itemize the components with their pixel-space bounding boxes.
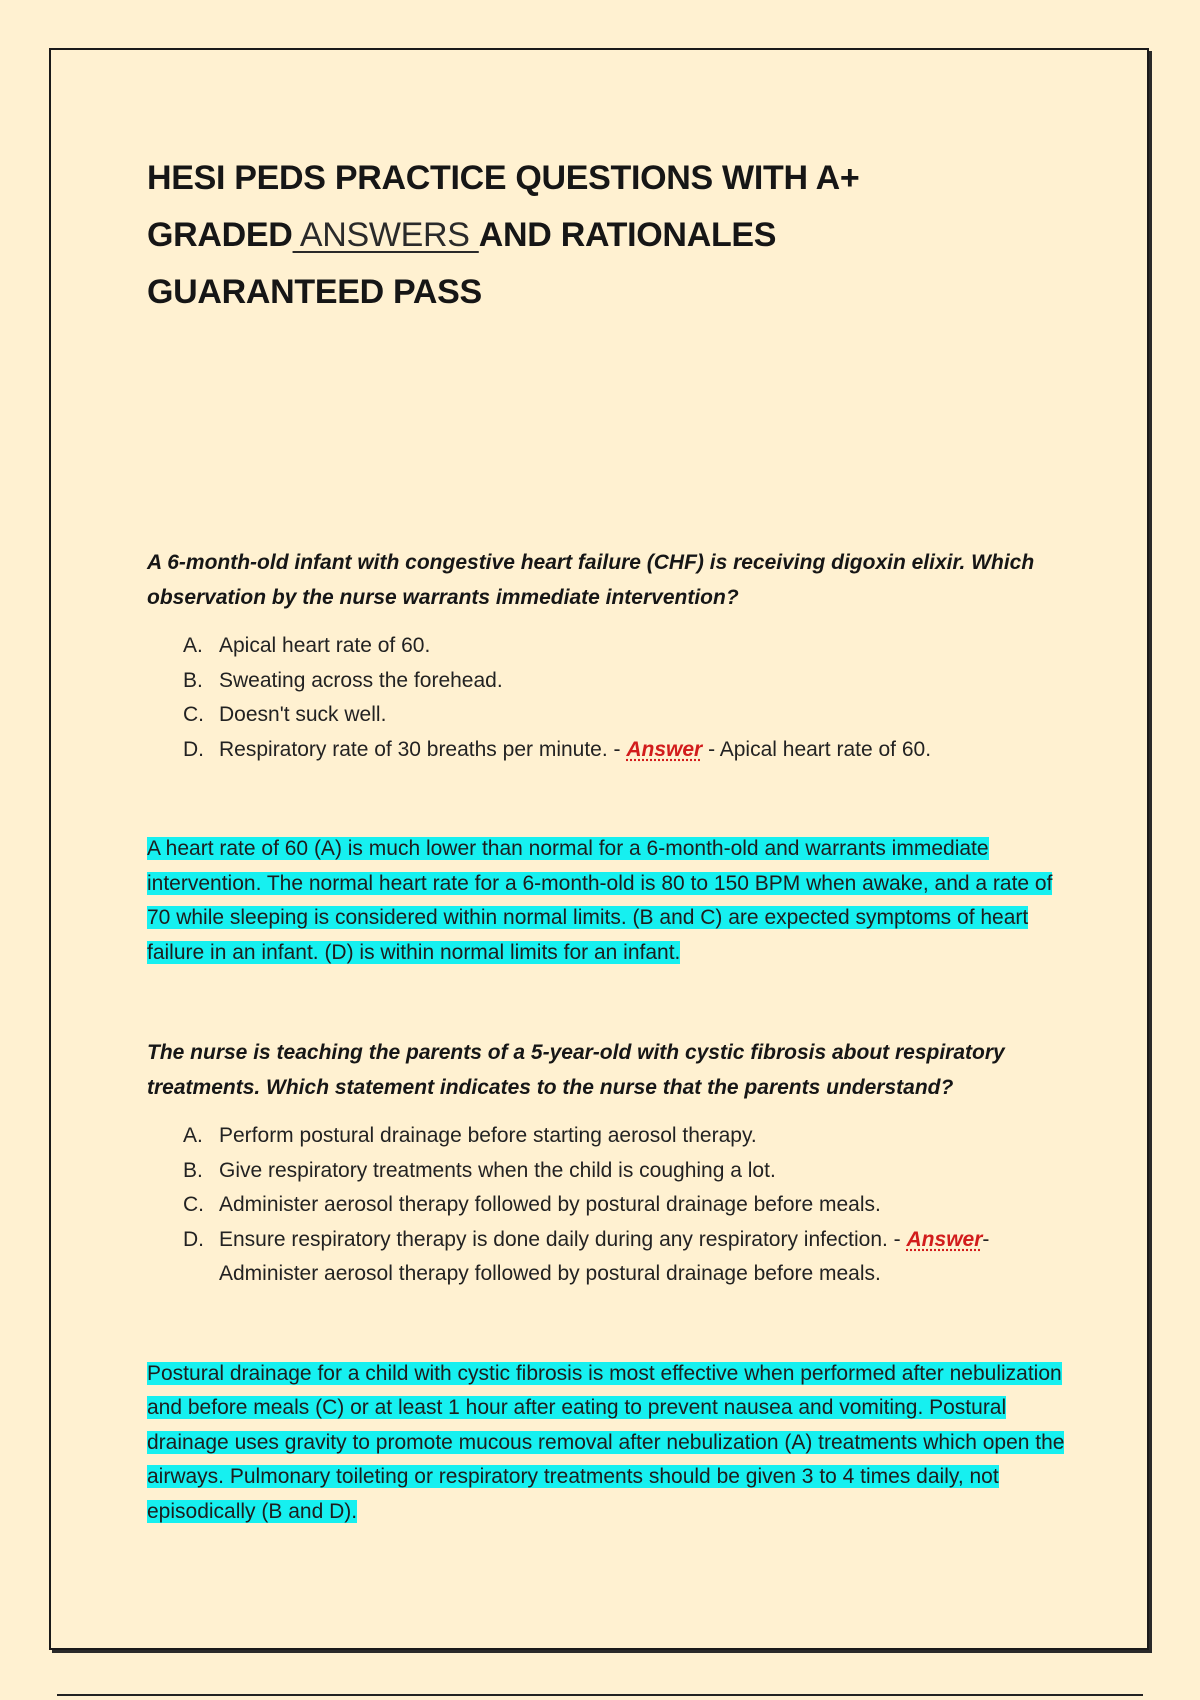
option-item (183, 1223, 1107, 1292)
document-title (147, 150, 967, 321)
option-text: Ensure respiratory therapy is done daily during any respiratory infection. - (219, 1227, 907, 1251)
option-text-with-answer (219, 1223, 1049, 1292)
option-letter: A. (183, 634, 203, 657)
option-letter: B. (183, 1158, 203, 1182)
option-text: Apical heart rate of 60. (219, 634, 431, 657)
answer-label: Answer (906, 1227, 983, 1251)
page-content (147, 150, 1107, 1529)
option-letter: B. (183, 668, 203, 692)
option-text: Administer aerosol therapy followed by postural drainage before meals. (219, 1193, 881, 1216)
option-item (183, 629, 1107, 664)
option-text: Perform postural drainage before starting aerosol therapy. (219, 1124, 757, 1147)
option-letter: C. (183, 1193, 204, 1216)
option-item (183, 698, 1107, 733)
answer-label: Answer (626, 737, 703, 761)
rationale-highlight: Postural drainage for a child with cystic fibrosis is most effective when performed after nebulization and before meals (C) or at least 1 hour after eating to prevent nausea and vomiting. Postural drainage uses gravity to promote mucous removal after nebulization (A) treatments which open the airways. Pulmonary toileting or respiratory treatments should be given 3 to 4 times daily, not episodically (B and D). (147, 1361, 1065, 1523)
option-text: Sweating across the forehead. (219, 668, 503, 692)
option-item (183, 1188, 1107, 1223)
option-text: Doesn't suck well. (219, 703, 387, 726)
option-letter: D. (183, 737, 204, 761)
title-part-1: HESI PEDS PRACTICE QUESTIONS WITH A+ GRADED (147, 159, 860, 254)
answer-options (147, 629, 1107, 767)
title-underlined-word: ANSWERS (292, 216, 479, 254)
footer-divider (57, 1694, 1143, 1696)
title-part-2: AND RATIONALES GUARANTEED PASS (147, 216, 777, 311)
question-prompt: A 6-month-old infant with congestive heart failure (CHF) is receiving digoxin elixir. Which observation by the nurse warrants immediate intervention? (147, 551, 1035, 609)
answer-text: - Apical heart rate of 60. (708, 737, 932, 761)
option-item (183, 664, 1107, 699)
option-letter: D. (183, 1227, 204, 1251)
option-text-with-answer (219, 733, 1107, 768)
option-item (183, 1154, 1107, 1189)
question-block-1 (147, 546, 1107, 970)
option-item (183, 1119, 1107, 1154)
option-letter: C. (183, 703, 204, 726)
page-frame (49, 48, 1149, 1650)
question-block-2 (147, 1036, 1107, 1529)
option-item (183, 733, 1107, 768)
rationale-text (147, 832, 1072, 970)
option-letter: A. (183, 1124, 203, 1147)
answer-text: - Administer aerosol therapy followed by postural drainage before meals. (219, 1227, 990, 1285)
option-text: Give respiratory treatments when the child is coughing a lot. (219, 1158, 776, 1182)
option-text: Respiratory rate of 30 breaths per minute. - (219, 737, 627, 761)
rationale-text (147, 1357, 1067, 1530)
question-prompt: The nurse is teaching the parents of a 5-year-old with cystic fibrosis about respiratory treatments. Which statement indicates to the nurse that the parents understand? (147, 1041, 1005, 1099)
answer-options (147, 1119, 1107, 1292)
rationale-highlight: A heart rate of 60 (A) is much lower than normal for a 6-month-old and warrants immediate intervention. The normal heart rate for a 6-month-old is 80 to 150 BPM when awake, and a rate of 70 while sleeping is considered within normal limits. (B and C) are expected symptoms of heart failure in an infant. (D) is within normal limits for an infant. (147, 837, 1053, 964)
